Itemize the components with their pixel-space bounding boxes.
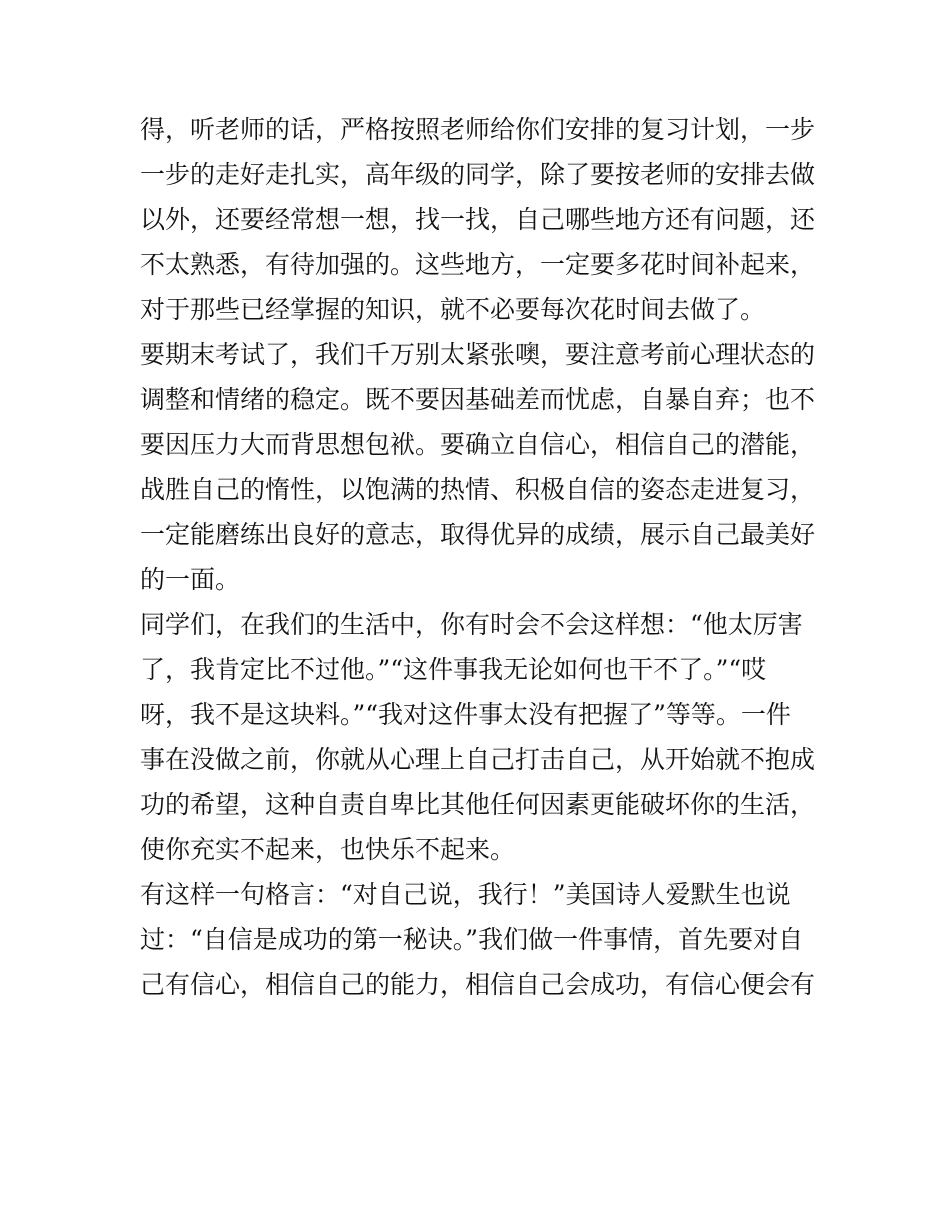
text-line: 战胜自己的惰性，以饱满的热情、积极自信的姿态走进复习，: [140, 475, 816, 504]
text-line: 要期末考试了，我们千万别太紧张噢，要注意考前心理状态的: [140, 340, 816, 369]
text-line: 一定能磨练出良好的意志，取得优异的成绩，展示自己最美好: [140, 520, 816, 549]
paragraph: [140, 107, 820, 332]
paragraph: [140, 872, 820, 1007]
text-line: 有这样一句格言：“对自己说，我行！”美国诗人爱默生也说: [140, 880, 791, 909]
text-line: 同学们，在我们的生活中，你有时会不会这样想：“他太厉害: [140, 610, 803, 639]
document-body: [140, 107, 820, 1007]
text-line: 要因压力大而背思想包袱。要确立自信心，相信自己的潜能，: [140, 430, 816, 459]
text-line: 功的希望，这种自责自卑比其他任何因素更能破坏你的生活，: [140, 790, 816, 819]
text-line: 使你充实不起来，也快乐不起来。: [140, 835, 516, 864]
text-line: 不太熟悉，有待加强的。这些地方，一定要多花时间补起来，: [140, 250, 816, 279]
text-line: 过：“自信是成功的第一秘诀。”我们做一件事情，首先要对自: [140, 925, 804, 954]
text-line: 以外，还要经常想一想，找一找，自己哪些地方还有问题，还: [140, 205, 816, 234]
paragraph: [140, 332, 820, 602]
text-line: 呀，我不是这块料。”“我对这件事太没有把握了”等等。一件: [140, 700, 791, 729]
text-line: 的一面。: [140, 565, 241, 594]
paragraph: [140, 602, 820, 872]
text-line: 事在没做之前，你就从心理上自己打击自己，从开始就不抱成: [140, 745, 816, 774]
text-line: 一步的走好走扎实，高年级的同学，除了要按老师的安排去做: [140, 160, 816, 189]
text-line: 得，听老师的话，严格按照老师给你们安排的复习计划，一步: [140, 115, 816, 144]
text-line: 对于那些已经掌握的知识，就不必要每次花时间去做了。: [140, 295, 766, 324]
text-line: 了，我肯定比不过他。”“这件事我无论如何也干不了。”“哎: [140, 655, 767, 684]
text-line: 己有信心，相信自己的能力，相信自己会成功，有信心便会有: [140, 970, 816, 999]
text-line: 调整和情绪的稳定。既不要因基础差而忧虑，自暴自弃；也不: [140, 385, 816, 414]
